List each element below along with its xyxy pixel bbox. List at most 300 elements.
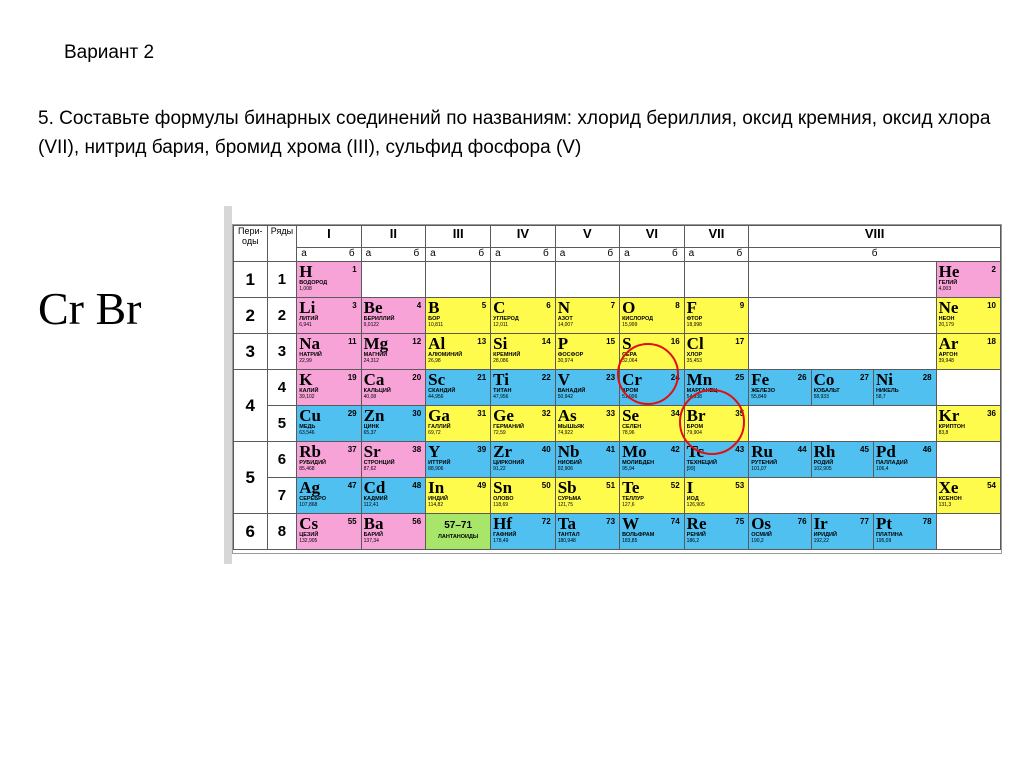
element-cell-ir — [811, 514, 873, 550]
element-card — [362, 334, 426, 365]
element-cell-hf — [491, 514, 556, 550]
element-symbol: Fe — [751, 370, 770, 389]
element-card — [491, 370, 555, 401]
element-name: ТЕХНЕЦИЙ — [686, 460, 717, 466]
element-cell-sr — [361, 442, 426, 478]
element-symbol: Hf — [493, 514, 513, 533]
element-number: 76 — [797, 517, 807, 526]
element-name: ЛАНТАНОИДЫ — [438, 534, 479, 540]
row-number: 6 — [267, 442, 297, 478]
element-cell-ne — [936, 298, 1000, 334]
element-mass: 112,41 — [363, 502, 379, 508]
element-card — [685, 298, 749, 329]
period-number: 4 — [234, 370, 268, 442]
element-name: ЦЕЗИЙ — [299, 532, 319, 538]
element-card — [685, 478, 749, 509]
element-cell-f — [684, 298, 749, 334]
element-name: КАЛЬЦИЙ — [363, 388, 391, 394]
element-number: 14 — [541, 337, 551, 346]
element-number: 74 — [670, 517, 680, 526]
element-cell-la — [426, 514, 491, 550]
element-number: 36 — [987, 409, 996, 418]
element-name: РЕНИЙ — [686, 532, 706, 538]
element-cell-sb — [555, 478, 619, 514]
element-cell-n — [555, 298, 619, 334]
group-header: II — [361, 226, 426, 248]
period-number: 6 — [234, 514, 268, 550]
element-mass: 4,003 — [938, 286, 952, 292]
element-symbol: Sr — [363, 442, 381, 461]
element-number: 27 — [860, 373, 869, 382]
element-number: 56 — [412, 517, 422, 526]
element-name: ФТОР — [686, 316, 703, 322]
element-name: НИКЕЛЬ — [875, 388, 899, 394]
element-card — [685, 334, 749, 365]
element-name: АЗОТ — [557, 316, 573, 322]
element-number: 4 — [416, 301, 422, 310]
element-number: 2 — [991, 265, 996, 274]
element-number: 33 — [606, 409, 616, 418]
group-header: VI — [620, 226, 685, 248]
element-number: 6 — [546, 301, 551, 310]
element-name: ИТТРИЙ — [428, 460, 451, 466]
element-symbol: Os — [751, 514, 772, 533]
element-name: КОБАЛЬТ — [813, 388, 840, 394]
element-symbol: Rh — [813, 442, 836, 461]
element-cell-na — [297, 334, 361, 370]
element-name: КИСЛОРОД — [622, 316, 654, 322]
element-name: РУБИДИЙ — [299, 460, 326, 466]
element-card — [491, 514, 555, 545]
element-cell-w — [620, 514, 685, 550]
empty-cell — [936, 442, 1000, 478]
element-name: ХРОМ — [622, 388, 639, 394]
element-card — [685, 514, 749, 545]
element-symbol: W — [622, 514, 640, 533]
empty-cell — [749, 478, 936, 514]
period-number: 3 — [234, 334, 268, 370]
element-cell-ru — [749, 442, 811, 478]
element-symbol: As — [557, 406, 577, 425]
group-header: V — [555, 226, 619, 248]
element-cell-ba — [361, 514, 426, 550]
element-number: 1 — [352, 265, 357, 274]
subgroup-labels — [297, 248, 361, 262]
element-cell-p — [555, 334, 619, 370]
element-number: 28 — [922, 373, 932, 382]
element-name: ГАЛЛИЙ — [428, 424, 451, 430]
element-card — [556, 334, 619, 365]
element-cell-kr — [936, 406, 1000, 442]
subgroup-labels — [620, 248, 685, 262]
element-cell-ar — [936, 334, 1000, 370]
element-card — [937, 334, 1000, 365]
element-cell-k — [297, 370, 361, 406]
element-name: БАРИЙ — [363, 532, 383, 538]
element-number: 48 — [412, 481, 422, 490]
element-card — [620, 406, 684, 437]
element-mass: 107,868 — [299, 502, 318, 508]
element-name: МАРГАНЕЦ — [686, 388, 718, 394]
element-mass: 35,453 — [686, 358, 702, 364]
variant-title: Вариант 2 — [64, 42, 155, 63]
element-name: ВОЛЬФРАМ — [622, 532, 655, 538]
element-number: 19 — [347, 373, 357, 382]
element-symbol: B — [428, 298, 440, 317]
element-card — [812, 442, 873, 473]
element-mass: 178,49 — [493, 538, 509, 544]
element-name: ПЛАТИНА — [875, 532, 903, 538]
element-mass: 65,37 — [363, 430, 377, 436]
element-card — [491, 298, 555, 329]
element-cell-rh — [811, 442, 873, 478]
element-number: 16 — [670, 337, 680, 346]
element-cell-cs — [297, 514, 361, 550]
br-highlight-circle — [679, 389, 745, 455]
subgroup-b: б — [607, 248, 614, 259]
element-number: 49 — [477, 481, 487, 490]
element-cell-ni — [873, 370, 936, 406]
element-cell-sn — [491, 478, 556, 514]
empty-cell — [620, 262, 685, 298]
element-name: БЕРИЛЛИЙ — [363, 316, 395, 322]
element-card — [297, 298, 360, 329]
row-number: 3 — [267, 334, 297, 370]
element-card — [426, 406, 490, 437]
element-symbol: Ne — [938, 298, 959, 317]
period-number: 2 — [234, 298, 268, 334]
element-number: 38 — [412, 445, 422, 454]
element-cell-cd — [361, 478, 426, 514]
subgroup-labels — [749, 248, 1001, 262]
element-name: ЖЕЛЕЗО — [751, 388, 776, 394]
element-mass: 126,905 — [686, 502, 705, 508]
element-cell-b — [426, 298, 491, 334]
element-cell-cl — [684, 334, 749, 370]
element-number: 41 — [606, 445, 616, 454]
element-card — [749, 442, 810, 473]
element-mass: 20,179 — [938, 322, 954, 328]
element-card — [620, 514, 684, 545]
element-name: КАДМИЙ — [363, 496, 388, 502]
element-symbol: Sb — [557, 478, 577, 497]
element-symbol: Al — [428, 334, 446, 353]
element-cell-mo — [620, 442, 685, 478]
element-mass: [99] — [686, 466, 696, 472]
element-card — [749, 370, 810, 401]
subgroup-a: а — [688, 248, 695, 259]
element-mass: 79,904 — [686, 430, 702, 436]
element-number: 55 — [347, 517, 357, 526]
element-name: ГАФНИЙ — [493, 532, 517, 538]
element-number: 47 — [347, 481, 357, 490]
element-cell-fe — [749, 370, 811, 406]
element-name: БРОМ — [686, 424, 704, 430]
element-name: ГЕЛИЙ — [938, 280, 958, 286]
element-number: 5 — [481, 301, 487, 310]
element-number: 3 — [352, 301, 357, 310]
element-name: МОЛИБДЕН — [622, 460, 655, 466]
element-mass: 22,99 — [299, 358, 312, 364]
element-name: АЛЮМИНИЙ — [428, 352, 463, 358]
element-mass: 14,007 — [557, 322, 573, 328]
subgroup-b: б — [478, 248, 485, 259]
element-number: 32 — [541, 409, 551, 418]
element-card — [426, 514, 490, 541]
group-header: III — [426, 226, 491, 248]
element-cell-co — [811, 370, 873, 406]
element-mass: 69,72 — [428, 430, 441, 436]
element-symbol: V — [557, 370, 570, 389]
element-number: 42 — [670, 445, 680, 454]
periodic-table-image — [232, 224, 1002, 554]
subgroup-labels — [426, 248, 491, 262]
element-mass: 40,08 — [363, 394, 377, 400]
element-mass: 18,998 — [686, 322, 702, 328]
element-number: 34 — [670, 409, 680, 418]
element-mass: 91,22 — [493, 466, 506, 472]
element-number: 35 — [735, 409, 745, 418]
element-mass: 83,8 — [938, 430, 949, 436]
subgroup-labels — [555, 248, 619, 262]
element-symbol: Xe — [938, 478, 959, 497]
element-symbol: Y — [428, 442, 441, 461]
element-symbol: Mo — [622, 442, 647, 461]
element-mass: 63,546 — [299, 430, 315, 436]
element-symbol: Cd — [363, 478, 386, 497]
element-mass: 26,98 — [428, 358, 441, 364]
task-text: 5. Составьте формулы бинарных соединений по названиям: хлорид бериллия, оксид кремния, оксид хлора (VII), нитрид бария, бромид хрома (III), сульфид фосфора (V) — [38, 108, 991, 158]
element-name: МЕДЬ — [299, 424, 316, 430]
element-mass: 180,948 — [557, 538, 576, 544]
element-mass: 58,7 — [875, 394, 886, 400]
element-number: 8 — [675, 301, 680, 310]
element-card — [297, 478, 360, 509]
element-mass: 87,62 — [363, 466, 377, 472]
element-card — [874, 442, 936, 473]
element-card — [620, 442, 684, 473]
row-number: 7 — [267, 478, 297, 514]
empty-cell — [491, 262, 556, 298]
element-cell-as — [555, 406, 619, 442]
element-symbol: Re — [686, 514, 707, 533]
element-symbol: C — [493, 298, 506, 317]
element-cell-i — [684, 478, 749, 514]
element-symbol: 57–71 — [444, 520, 473, 531]
subgroup-b: б — [671, 248, 678, 259]
group-header: I — [297, 226, 361, 248]
element-cell-rb — [297, 442, 361, 478]
element-number: 25 — [735, 373, 745, 382]
element-card — [491, 442, 555, 473]
element-card — [297, 262, 360, 293]
element-mass: 24,312 — [363, 358, 379, 364]
element-card — [491, 478, 555, 509]
element-cell-in — [426, 478, 491, 514]
subgroup-a: а — [495, 248, 501, 259]
element-cell-ti — [491, 370, 556, 406]
element-symbol: S — [622, 334, 632, 353]
element-card — [556, 370, 619, 401]
element-number: 52 — [670, 481, 680, 490]
element-card — [426, 370, 490, 401]
element-symbol: Pt — [875, 514, 892, 533]
element-mass: 95,94 — [622, 466, 635, 472]
element-symbol: Ni — [875, 370, 893, 389]
element-mass: 72,59 — [493, 430, 506, 436]
element-cell-c — [491, 298, 556, 334]
element-name: ВАНАДИЙ — [557, 388, 586, 394]
element-mass: 92,906 — [557, 466, 573, 472]
empty-cell — [749, 334, 936, 370]
element-card — [297, 334, 360, 365]
element-number: 31 — [477, 409, 487, 418]
element-name: РОДИЙ — [813, 460, 834, 466]
element-mass: 137,34 — [363, 538, 379, 544]
element-symbol: Sn — [493, 478, 513, 497]
element-number: 29 — [347, 409, 357, 418]
element-mass: 39,948 — [938, 358, 954, 364]
element-card — [297, 442, 360, 473]
empty-cell — [749, 262, 936, 298]
subgroup-labels — [684, 248, 749, 262]
element-name: УГЛЕРОД — [493, 316, 519, 322]
period-number: 5 — [234, 442, 268, 514]
element-cell-y — [426, 442, 491, 478]
element-mass: 12,011 — [493, 322, 509, 328]
element-number: 13 — [477, 337, 487, 346]
element-name: МЫШЬЯК — [557, 424, 585, 430]
element-name: ИНДИЙ — [428, 496, 448, 502]
element-cell-ga — [426, 406, 491, 442]
element-name: КАЛИЙ — [299, 388, 319, 394]
element-card — [362, 370, 426, 401]
element-symbol: P — [557, 334, 569, 353]
element-cell-os — [749, 514, 811, 550]
subgroup-b: б — [736, 248, 743, 259]
empty-cell — [936, 514, 1000, 550]
element-card — [491, 334, 555, 365]
element-symbol: Be — [363, 298, 383, 317]
element-symbol: Cl — [686, 334, 704, 353]
element-number: 26 — [797, 373, 807, 382]
element-mass: 101,07 — [751, 466, 767, 472]
element-name: ПАЛЛАДИЙ — [875, 460, 908, 466]
element-symbol: Ir — [813, 514, 828, 533]
element-mass: 9,0122 — [363, 322, 379, 328]
element-symbol: Zn — [363, 406, 385, 425]
element-symbol: F — [686, 298, 698, 317]
element-symbol: Ta — [557, 514, 576, 533]
element-name: МАГНИЙ — [363, 352, 388, 358]
element-number: 40 — [541, 445, 551, 454]
element-mass: 190,2 — [751, 538, 764, 544]
element-card — [297, 370, 360, 401]
element-cell-he — [936, 262, 1000, 298]
element-mass: 118,69 — [493, 502, 509, 508]
element-cell-nb — [555, 442, 619, 478]
element-symbol: K — [299, 370, 313, 389]
element-card — [297, 406, 360, 437]
element-mass: 183,85 — [622, 538, 638, 544]
cr-highlight-circle — [617, 343, 679, 405]
element-name: ОСМИЙ — [751, 532, 772, 538]
element-cell-pd — [873, 442, 936, 478]
element-card — [937, 406, 1000, 437]
element-mass: 44,956 — [428, 394, 444, 400]
row-number: 2 — [267, 298, 297, 334]
subgroup-b: б — [348, 248, 355, 259]
element-card — [874, 514, 936, 545]
element-mass: 131,3 — [938, 502, 952, 508]
periodic-table — [233, 225, 1001, 550]
element-cell-ge — [491, 406, 556, 442]
element-mass: 102,905 — [813, 466, 832, 472]
element-name: ВОДОРОД — [299, 280, 328, 286]
element-name: ГЕРМАНИЙ — [493, 424, 524, 430]
element-number: 53 — [735, 481, 745, 490]
element-symbol: H — [299, 262, 313, 281]
element-name: НЕОН — [938, 316, 955, 322]
element-mass: 121,75 — [557, 502, 573, 508]
element-card — [362, 478, 426, 509]
header-periods: Пери-оды — [234, 226, 268, 262]
element-number: 24 — [670, 373, 680, 382]
element-cell-sc — [426, 370, 491, 406]
element-number: 20 — [412, 373, 422, 382]
element-symbol: Li — [299, 298, 316, 317]
element-card — [426, 442, 490, 473]
subgroup-b: б — [542, 248, 549, 259]
subgroup-labels — [491, 248, 556, 262]
element-symbol: Si — [493, 334, 508, 353]
element-cell-re — [684, 514, 749, 550]
element-mass: 74,922 — [557, 430, 573, 436]
element-symbol: Sc — [428, 370, 446, 389]
element-card — [874, 370, 936, 401]
element-mass: 85,468 — [299, 466, 315, 472]
element-symbol: Te — [622, 478, 640, 497]
element-symbol: Ag — [299, 478, 321, 497]
element-mass: 32,064 — [622, 358, 638, 364]
element-symbol: Mn — [686, 370, 713, 389]
element-cell-mg — [361, 334, 426, 370]
element-symbol: In — [428, 478, 445, 497]
element-symbol: Ga — [428, 406, 450, 425]
element-symbol: Cr — [622, 370, 642, 389]
empty-cell — [555, 262, 619, 298]
element-symbol: Ba — [363, 514, 384, 533]
element-symbol: Co — [813, 370, 835, 389]
element-mass: 15,999 — [622, 322, 638, 328]
empty-cell — [936, 370, 1000, 406]
element-cell-pt — [873, 514, 936, 550]
element-card — [749, 514, 810, 545]
group-header: VII — [684, 226, 749, 248]
element-card — [556, 298, 619, 329]
element-number: 10 — [987, 301, 996, 310]
element-name: СТРОНЦИЙ — [363, 460, 395, 466]
element-card — [620, 298, 684, 329]
element-symbol: Cs — [299, 514, 319, 533]
subgroup-labels — [361, 248, 426, 262]
element-card — [556, 478, 619, 509]
element-symbol: Kr — [938, 406, 960, 425]
element-number: 46 — [922, 445, 932, 454]
element-card — [556, 442, 619, 473]
element-name: СЕРА — [622, 352, 637, 358]
element-number: 17 — [735, 337, 745, 346]
